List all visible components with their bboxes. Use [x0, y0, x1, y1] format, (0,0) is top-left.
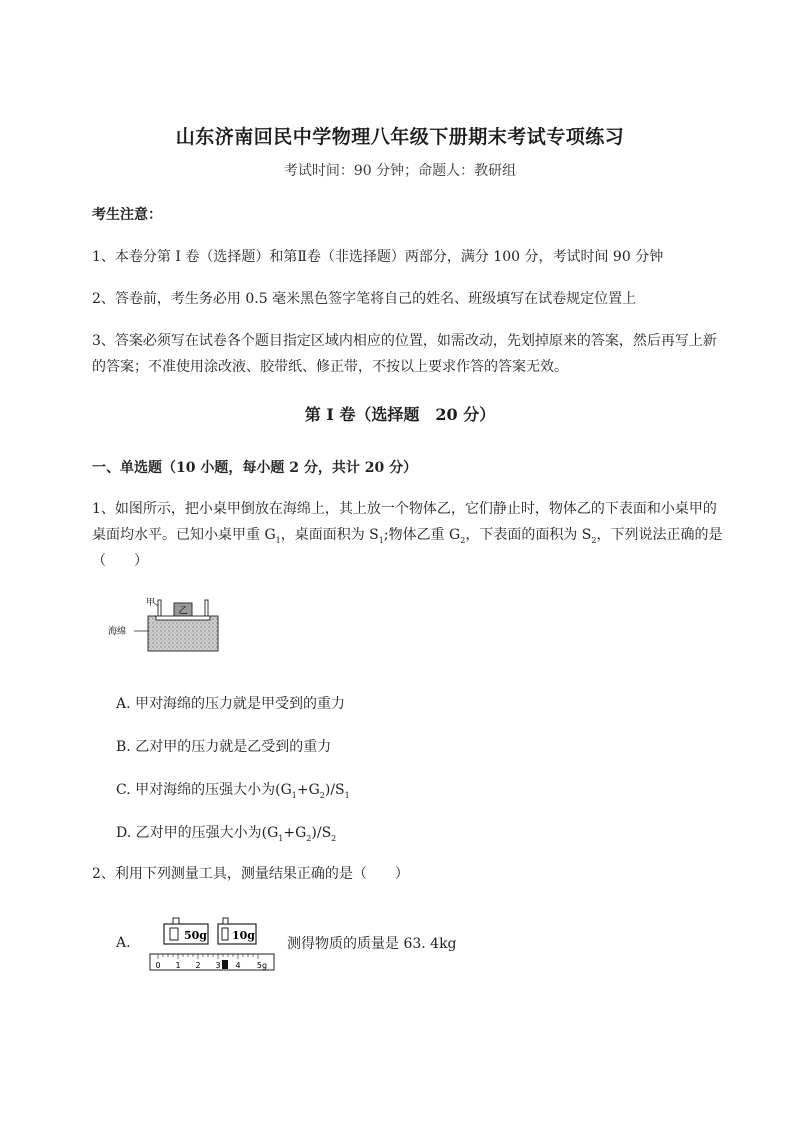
notes-heading: 考生注意：	[92, 207, 162, 223]
note-item-3-cont: 的答案；不准使用涂改液、胶带纸、修正带，不按以上要求作答的答案无效。	[92, 359, 568, 375]
q1-option-a[interactable]: A. 甲对海绵的压力就是甲受到的重力	[116, 696, 346, 712]
tick-label-5: 5g	[256, 961, 268, 970]
q1-stem-line1: 1、如图所示，把小桌甲倒放在海绵上，其上放一个物体乙，它们静止时，物体乙的下表面和小桌甲的	[92, 501, 717, 517]
q1-option-c[interactable]: C. 甲对海绵的压强大小为$(G_1+G_2)/S_1$	[116, 782, 350, 800]
table-leg-left	[158, 600, 161, 616]
label-yi: 乙	[178, 606, 188, 617]
page-title: 山东济南回民中学物理八年级下册期末考试专项练习	[175, 126, 625, 148]
weight-10g-label: 10g	[232, 929, 255, 942]
section-title: 第 I 卷（选择题 20 分）	[304, 405, 496, 424]
q2-option-a-text[interactable]: 测得物质的质量是 63. 4kg	[287, 936, 457, 952]
note-item-3: 3、答案必须写在试卷各个题目指定区域内相应的位置，如需改动，先划掉原来的答案，然后再写上新	[92, 333, 717, 349]
q1-stem-line2: 桌面均水平。已知小桌甲重 $G_1$，桌面面积为 $S_1$;物体乙重 $G_2$，下表面的面积为 $S_2$，下列说法正确的是	[92, 527, 723, 545]
tick-label-2: 2	[195, 961, 201, 970]
tick-label-3: 3	[215, 961, 221, 970]
q2-stem: 2、利用下列测量工具，测量结果正确的是（ ）	[92, 866, 409, 882]
rider-marker	[222, 960, 228, 969]
weight-50g-label: 50g	[184, 929, 207, 942]
note-item-2: 2、答卷前，考生务必用 0.5 毫米黑色签字笔将自己的姓名、班级填写在试卷规定位置上	[92, 291, 637, 307]
q1-answer-bracket: （ ）	[92, 553, 148, 569]
q1-figure	[108, 594, 228, 656]
q2-balance-figure	[148, 910, 278, 972]
tick-label-0: 0	[155, 961, 161, 970]
table-top	[156, 616, 210, 620]
label-jia: 甲	[146, 598, 156, 608]
sponge-block	[148, 616, 218, 651]
tick-label-4: 4	[235, 961, 241, 970]
q1-option-d[interactable]: D. 乙对甲的压强大小为$(G_1+G_2)/S_2$	[116, 825, 337, 843]
part-heading: 一、单选题（10 小题，每小题 2 分，共计 20 分）	[92, 460, 418, 476]
table-leg-right	[205, 600, 208, 616]
rider-scale	[150, 954, 274, 970]
exam-info: 考试时间：90 分钟；命题人：教研组	[283, 163, 517, 179]
tick-label-1: 1	[175, 961, 181, 970]
note-item-1: 1、本卷分第 I 卷（选择题）和第Ⅱ卷（非选择题）两部分，满分 100 分，考试时间 90 分钟	[92, 249, 664, 265]
q1-option-b[interactable]: B. 乙对甲的压力就是乙受到的重力	[116, 739, 332, 755]
q2-option-a-label[interactable]: A.	[116, 935, 131, 951]
label-sponge: 海绵	[108, 627, 127, 637]
